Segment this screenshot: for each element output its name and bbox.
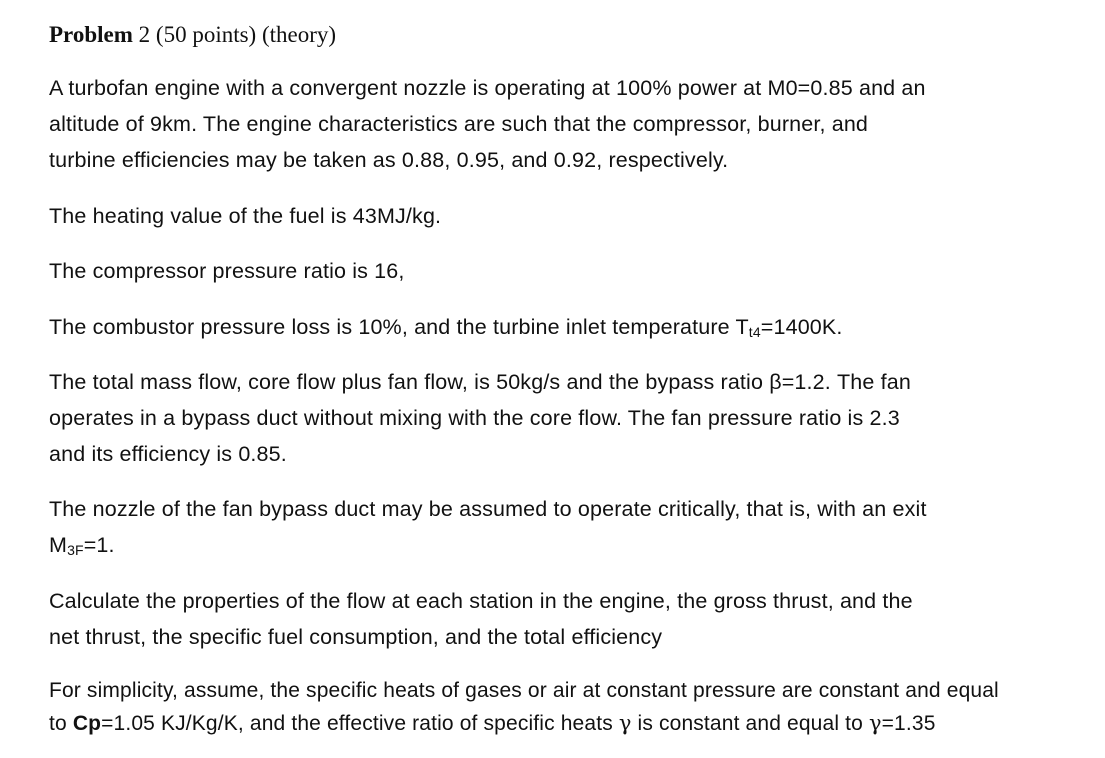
combustor-text: The combustor pressure loss is 10%, and the turbine inlet temperature T	[49, 315, 749, 339]
calculate-line-2: net thrust, the specific fuel consumption, and the total efficiency	[49, 625, 663, 649]
heating-value-paragraph	[49, 198, 441, 234]
nozzle-paragraph	[49, 491, 927, 565]
intro-line-3: turbine efficiencies may be taken as 0.88, 0.95, and 0.92, respectively.	[49, 148, 729, 172]
nozzle-mach-subscript: 3F	[67, 542, 84, 558]
simplicity-line-2	[49, 707, 999, 740]
problem-label: Problem	[49, 22, 133, 47]
gamma-value: =1.35	[881, 712, 936, 735]
gamma-symbol-1: γ	[618, 711, 632, 735]
problem-heading	[49, 20, 336, 50]
simplicity-line-1: For simplicity, assume, the specific heats of gases or air at constant pressure are constant and equal	[49, 679, 999, 702]
heating-value-line: The heating value of the fuel is 43MJ/kg.	[49, 204, 442, 228]
problem-points: 2 (50 points) (theory)	[132, 22, 337, 47]
combustor-value: =1400K.	[760, 315, 843, 339]
mass-flow-line-3: and its efficiency is 0.85.	[49, 442, 287, 466]
combustor-line	[49, 309, 843, 347]
cp-value: =1.05 KJ/Kg/K, and the effective ratio of specific heats	[101, 712, 619, 735]
intro-paragraph	[49, 70, 926, 178]
compressor-paragraph	[49, 253, 405, 289]
mass-flow-line-2: operates in a bypass duct without mixing with the core flow. The fan pressure ratio is 2.3	[49, 406, 900, 430]
cp-symbol: Cp	[72, 712, 102, 735]
nozzle-line-1: The nozzle of the fan bypass duct may be assumed to operate critically, that is, with an exit	[49, 497, 927, 521]
combustor-subscript: t4	[748, 324, 761, 340]
nozzle-mach-value: =1.	[83, 533, 115, 557]
intro-line-1: A turbofan engine with a convergent nozzle is operating at 100% power at M0=0.85 and an	[49, 76, 926, 100]
nozzle-line-2	[49, 527, 927, 565]
combustor-paragraph	[49, 309, 843, 347]
simplicity-paragraph	[49, 674, 999, 740]
simplicity-to: to	[49, 712, 73, 735]
calculate-paragraph	[49, 583, 913, 655]
intro-line-2: altitude of 9km. The engine characteristics are such that the compressor, burner, and	[49, 112, 869, 136]
compressor-ratio-line: The compressor pressure ratio is 16,	[49, 259, 405, 283]
gamma-symbol-2: γ	[868, 711, 882, 735]
mass-flow-paragraph	[49, 364, 911, 472]
nozzle-mach-symbol: M	[49, 533, 68, 557]
mass-flow-line-1: The total mass flow, core flow plus fan flow, is 50kg/s and the bypass ratio β=1.2. The fan	[49, 370, 911, 394]
gamma-text: is constant and equal to	[631, 712, 869, 735]
calculate-line-1: Calculate the properties of the flow at each station in the engine, the gross thrust, and the	[49, 589, 913, 613]
